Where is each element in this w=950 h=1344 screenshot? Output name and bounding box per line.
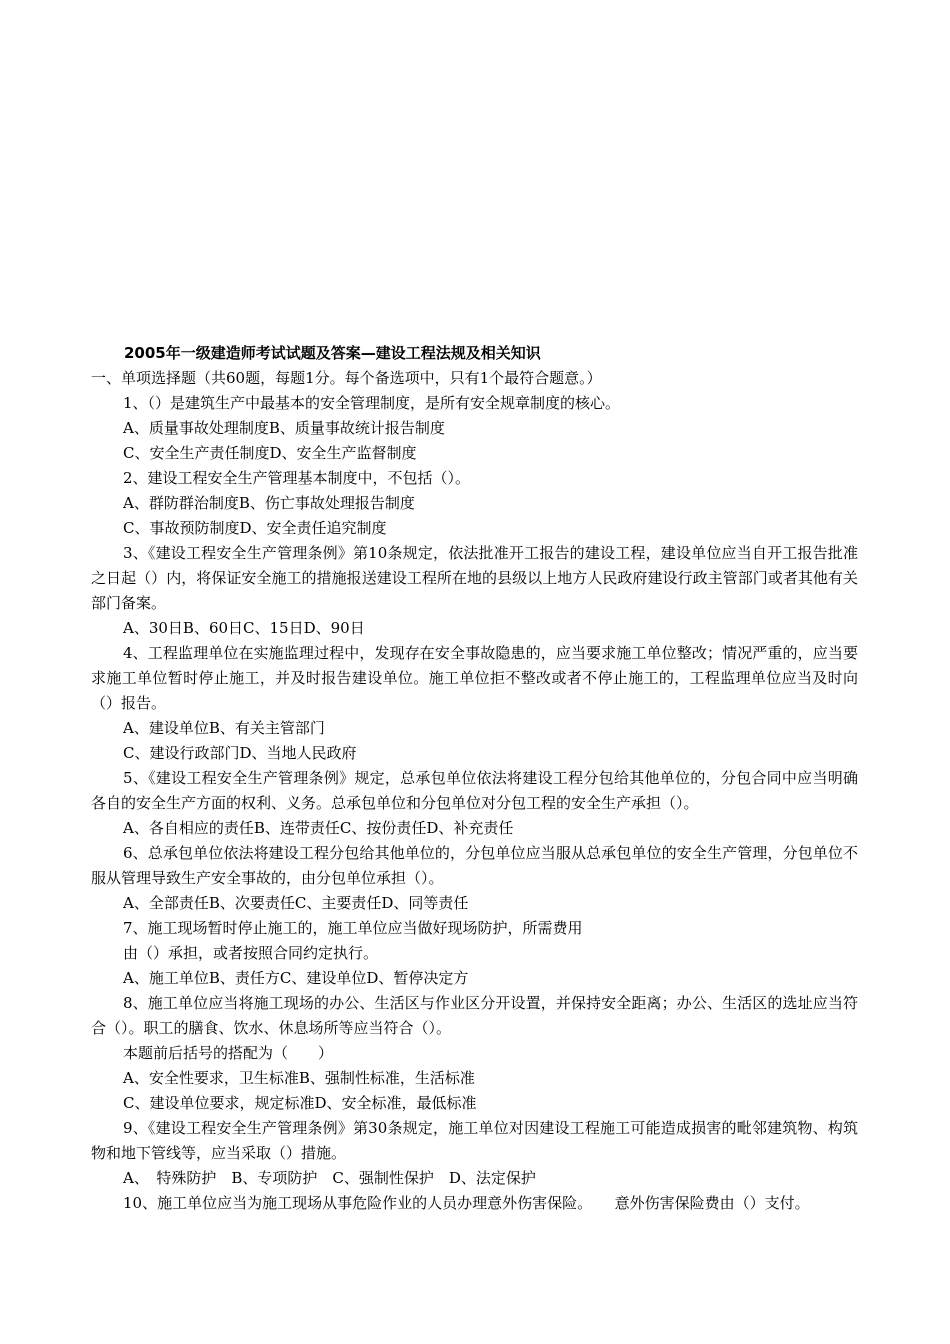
question-list — [91, 391, 858, 1216]
answer-line: 由（）承担，或者按照合同约定执行。 — [123, 944, 379, 962]
question-paragraph: 3、《建设工程安全生产管理条例》第10条规定，依法批准开工报告的建设工程，建设单位应当自开工报告批准之日起（）内，将保证安全施工的措施报送建设工程所在地的县级以上地方人民政府建设行政主管部门或者其他有关部门备案。 — [91, 544, 858, 612]
question-paragraph: 10、施工单位应当为施工现场从事危险作业的人员办理意外伤害保险。 意外伤害保险费由（）支付。 — [123, 1194, 810, 1212]
section-heading: 一、单项选择题（共60题，每题1分。每个备选项中，只有1个最符合题意。） — [91, 369, 602, 387]
answer-line: 本题前后括号的搭配为（ ） — [123, 1044, 334, 1062]
answer-line: A、全部责任B、次要责任C、主要责任D、同等责任 — [123, 894, 469, 912]
answer-line: A、群防群治制度B、伤亡事故处理报告制度 — [123, 494, 415, 512]
question-paragraph: 9、《建设工程安全生产管理条例》第30条规定，施工单位对因建设工程施工可能造成损害的毗邻建筑物、构筑物和地下管线等，应当采取（）措施。 — [91, 1119, 858, 1162]
answer-line: A、质量事故处理制度B、质量事故统计报告制度 — [123, 419, 445, 437]
answer-line: A、施工单位B、责任方C、建设单位D、暂停决定方 — [123, 969, 469, 987]
answer-line: C、安全生产责任制度D、安全生产监督制度 — [123, 444, 417, 462]
question-paragraph: 1、（）是建筑生产中最基本的安全管理制度，是所有安全规章制度的核心。 — [123, 394, 621, 412]
question-paragraph: 2、建设工程安全生产管理基本制度中，不包括（）。 — [123, 469, 471, 487]
answer-line: 7、施工现场暂时停止施工的，施工单位应当做好现场防护，所需费用 — [123, 919, 583, 937]
document-title: 2005年一级建造师考试试题及答案—建设工程法规及相关知识 — [124, 344, 541, 362]
answer-line: C、建设单位要求，规定标准D、安全标准，最低标准 — [123, 1094, 477, 1112]
answer-line: C、事故预防制度D、安全责任追究制度 — [123, 519, 387, 537]
answer-line: A、建设单位B、有关主管部门 — [123, 719, 325, 737]
answer-line: A、 特殊防护 B、专项防护 C、强制性保护 D、法定保护 — [123, 1169, 536, 1187]
answer-line: C、建设行政部门D、当地人民政府 — [123, 744, 357, 762]
answer-line: A、各自相应的责任B、连带责任C、按份责任D、补充责任 — [123, 819, 514, 837]
question-paragraph: 8、施工单位应当将施工现场的办公、生活区与作业区分开设置，并保持安全距离；办公、生活区的选址应当符合（）。职工的膳食、饮水、休息场所等应当符合（）。 — [91, 994, 858, 1037]
question-paragraph: 6、总承包单位依法将建设工程分包给其他单位的，分包单位应当服从总承包单位的安全生产管理，分包单位不服从管理导致生产安全事故的，由分包单位承担（）。 — [91, 844, 858, 887]
question-paragraph: 4、工程监理单位在实施监理过程中，发现存在安全事故隐患的，应当要求施工单位整改；情况严重的，应当要求施工单位暂时停止施工，并及时报告建设单位。施工单位拒不整改或者不停止施工的，工程监理单位应当及时向（）报告。 — [91, 644, 858, 712]
answer-line: A、安全性要求，卫生标准B、强制性标准，生活标准 — [123, 1069, 475, 1087]
document-body — [91, 340, 858, 1216]
question-paragraph: 5、《建设工程安全生产管理条例》规定，总承包单位依法将建设工程分包给其他单位的，分包合同中应当明确各自的安全生产方面的权利、义务。总承包单位和分包单位对分包工程的安全生产承担（）。 — [91, 769, 858, 812]
answer-line: A、30日B、60日C、15日D、90日 — [123, 619, 365, 637]
